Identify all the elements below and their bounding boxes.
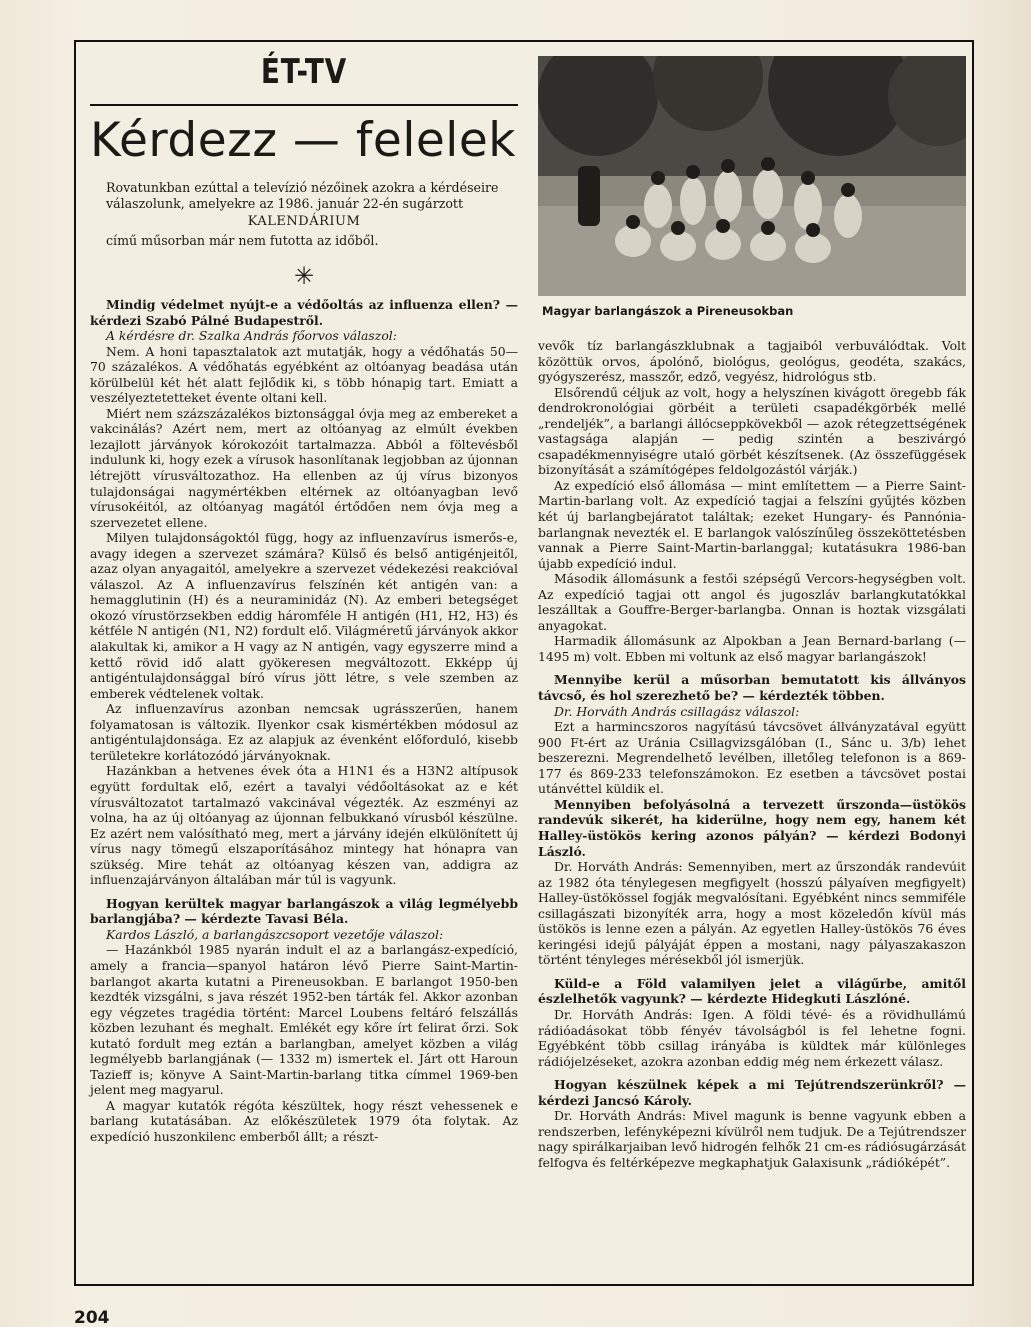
paragraph: Ezt a harmincszoros nagyítású távcsövet állványzatával együtt 900 Ft-ért az Uránia Csillagvizsgálóban (I., Sánc u. 3/b) lehet beszerezni. Megrendelhető levélben, illetőleg telefonon is a 869-177 és 869-233 telefonszámokon. Ez esetben a távcsövet postai utánvéttel küldik el. bbox=[538, 719, 966, 797]
article-frame bbox=[74, 40, 974, 1286]
left-column bbox=[90, 52, 518, 1145]
paragraph: Dr. Horváth András: Mivel magunk is benne vagyunk ebben a rendszerben, lefényképezni kívülről nem tudjuk. De a Tejútrendszer nagy spirálkarjaiban levő hidrogén felhők 21 cm-es rádiósugárzását felfogva és feltérképezve megkaphatjuk Galaxisunk „rádióképét”. bbox=[538, 1108, 966, 1170]
right-column bbox=[538, 56, 966, 1170]
paragraph: Második állomásunk a festői szépségű Vercors-hegységben volt. Az expedíció tagjai ott angol és jugoszláv barlangkutatókkal leszálltak a Gouffre-Berger-barlangba. Onnan is hoztak vizsgálati anyagokat. bbox=[538, 571, 966, 633]
divider bbox=[90, 104, 518, 106]
asterism-icon: ✳ bbox=[293, 262, 315, 290]
answer-attribution: A kérdésre dr. Szalka András főorvos válaszol: bbox=[106, 328, 397, 344]
answer-attribution: Dr. Horváth András csillagász válaszol: bbox=[554, 703, 800, 719]
paragraph: A magyar kutatók régóta készültek, hogy részt vehessenek e barlang kutatásában. Az előkészületek 1979 óta folytak. Az expedíció huszonkilenc emberből állt; a részt- bbox=[90, 1097, 518, 1144]
section-label: ÉT-TV bbox=[260, 52, 348, 92]
paragraph: Az expedíció első állomása — mint említettem — a Pierre Saint-Martin-barlang volt. Az expedíció tagjai a felszíni gyűjtés közben két új barlangbejáratot találtak; ezeket Hungary- és Pannónia-barlangnak nevezték el. E barlangok valószínűleg összeköttetésben vannak a Pierre Saint-Martin-barlanggal; kutatásukra 1986-ban újabb expedíció indul. bbox=[538, 477, 966, 571]
paragraph: Milyen tulajdonságoktól függ, hogy az influenzavírus ismerős-e, avagy idegen a szervezet számára? Külső és belső antigénjeitől, azaz olyan anyagaitól, amelyekre a szervezet védekezési reakcióval válaszol. Az A influenzavírus felszínén két antigén van: a hemagglutinin (H) és a neuraminidáz (N). Az emberi betegséget okozó vírustörzsekben eddig háromféle H antigén (H1, H2, H3) és kétféle N antigén (N1, N2) fordult elő. Világméretű járványok akkor alakultak ki, amikor a H vagy az N antigén, vagy egyszerre mind a kettő rövid idő alatt gyökeresen megváltozott. Ekképp új antigéntulajdonsággal bíró vírus jött létre, s vele szemben az emberek védtelenek voltak. bbox=[90, 530, 518, 701]
paragraph: Elsőrendű céljuk az volt, hogy a helyszínen kivágott öregebb fák dendrokronológiai görbéit a területi csapadékgörbék mellé „rendeljék”, a barlangi állócseppkövekből — azok rétegzettségének vastagsága alapján — pedig szintén a beszivárgó csapadékmennyiségre utaló görbét készítsenek. (Az összefüggések bizonyítását a számítógépes feldolgozástól várják.) bbox=[538, 384, 966, 478]
photo-illustration bbox=[538, 56, 966, 296]
question: Hogyan készülnek képek a mi Tejútrendszerünkről? — kérdezi Jancsó Károly. bbox=[538, 1077, 966, 1108]
paragraph: — Hazánkból 1985 nyarán indult el az a barlangász-expedíció, amely a francia—spanyol határon lévő Pierre Saint-Martin-barlangot akarta kutatni a Pireneusokban. E barlangot 1950-ben kezdték vizsgálni, s java részét 1952-ben tárták fel. Akkor azonban egy végzetes tragédia történt: Marcel Loubens feltáró felszállás közben lezuhant és meghalt. Emlékét egy kőre írt felirat őrzi. Sok kutató fordult meg eztán a barlangban, amelyet közben a világ legmélyebb barlangjának (— 1332 m) ismertek el. Járt ott Haroun Tazieff is; könyve A Saint-Martin-barlang titka címmel 1969-ben jelent meg magyarul. bbox=[90, 942, 518, 1098]
intro-text: Rovatunkban ezúttal a televízió nézőinek azokra a kérdéseire válaszolunk, amelyekre az 1986. január 22-én sugárzott bbox=[106, 180, 499, 211]
intro-text-end: című műsorban már nem futotta az időből. bbox=[106, 233, 379, 248]
paragraph: vevők tíz barlangászklubnak a tagjaiból verbuválódtak. Volt közöttük orvos, ápolónő, biológus, geológus, geodéta, szakács, gyógyszerész, masszőr, edző, vegyész, hidrológus stb. bbox=[538, 338, 966, 385]
paragraph: Harmadik állomásunk az Alpokban a Jean Bernard-barlang (— 1495 m) volt. Ebben mi voltunk az első magyar barlangászok! bbox=[538, 633, 966, 664]
paragraph: Nem. A honi tapasztalatok azt mutatják, hogy a védőhatás 50—70 százalékos. A védőhatás egyébként az oltóanyag beadása után körülbelül két hét alatt fejlődik ki, s több hónapig tart. Emiatt a veszélyeztetetteket évente oltani kell. bbox=[90, 343, 518, 406]
question: Hogyan kerültek magyar barlangászok a világ legmélyebb barlangjába? — kérdezte Tavasi Béla. bbox=[90, 895, 518, 927]
paragraph: Miért nem százszázalékos biztonsággal óvja meg az embereket a vakcinálás? Azért nem, mert az oltóanyag az elmúlt években lezajlott járványok kórokozóit tartalmazza. Abból a föltevésből indulunk ki, hogy ezek a vírusok hasonlítanak legjobban az újonnan létrejött vírusváltozathoz. Ha ellenben az új vírus bizonyos tulajdonságai nagymértékben eltérnek az oltóanyagban levő vírusokéitól, az oltóanyag magától értődően nem óvja meg a szervezetet ellene. bbox=[90, 405, 518, 530]
question: Mennyiben befolyásolná a tervezett űrszonda—üstökös randevúk sikerét, ha kiderülne, hogy nem egy, hanem két Halley-üstökös kering azonos pályán? — kérdezi Bodonyi László. bbox=[538, 796, 966, 859]
answer-attribution: Kardos László, a barlangászcsoport vezetője válaszol: bbox=[106, 926, 444, 942]
question: Mennyibe kerül a műsorban bemutatott kis állványos távcső, és hol szerezhető be? — kérdezték többen. bbox=[538, 672, 966, 704]
paragraph: Dr. Horváth András: Semennyiben, mert az űrszondák randevúit az 1982 óta ténylegesen megfigyelt (hosszú pályaíven megfigyelt) Halley-üstökössel fogják megvalósítani. Egyébként nincs semmiféle csillagászati bizonyíték arra, hogy a most közeledőn kívül más üstökös is lenne ezen a pályán. Az egyetlen Halley-üstökös 76 éves keringési idejű pályáját éppen a mostani, nagy pályaszakaszon történt tényleges mérésekből jól ismerjük. bbox=[538, 859, 966, 968]
question: Küld-e a Föld valamilyen jelet a világűrbe, amitől észlelhetők vagyunk? — kérdezte Hidegkuti Lászlóné. bbox=[538, 975, 966, 1007]
paragraph: Dr. Horváth András: Igen. A földi tévé- és a rövidhullámú rádióadásokat több fényév távolságból is fel lehetne fogni. Egyébként több csillag irányába is küldtek már különleges rádiójelzéseket, azokra azonban eddig még nem érkezett válasz. bbox=[538, 1006, 966, 1069]
paragraph: Az influenzavírus azonban nemcsak ugrásszerűen, hanem folyamatosan is változik. Ilyenkor csak kismértékben módosul az antigéntulajdonsága. Ez az alapjuk az évenként előforduló, kisebb területekre korlátozódó járványoknak. bbox=[90, 701, 518, 763]
paragraph: Hazánkban a hetvenes évek óta a H1N1 és a H3N2 altípusok együtt fordultak elő, ezért a tavalyi védőoltásokat az e két vírusváltozatot tartalmazó vakcinával végezték. Az eszményi az volna, ha az új oltóanyag az újonnan felbukkanó vírusból készülne. Ez azért nem valósítható meg, mert a járvány idején elkülönített új vírus nagy tömegű elszaporításához mintegy hat hónapra van szükség. Mire tehát az oltóanyag készen van, addigra az influenzajárványon általában már túl is vagyunk. bbox=[90, 763, 518, 888]
page-title: Kérdezz — felelek bbox=[90, 113, 516, 168]
question: Mindig védelmet nyújt-e a védőoltás az influenza ellen? — kérdezi Szabó Pálné Budapestről. bbox=[90, 297, 518, 328]
page-number: 204 bbox=[74, 1308, 110, 1327]
photo-caption: Magyar barlangászok a Pireneusokban bbox=[542, 304, 794, 318]
program-name: KALENDÁRIUM bbox=[247, 214, 361, 229]
group-photo bbox=[538, 56, 966, 296]
